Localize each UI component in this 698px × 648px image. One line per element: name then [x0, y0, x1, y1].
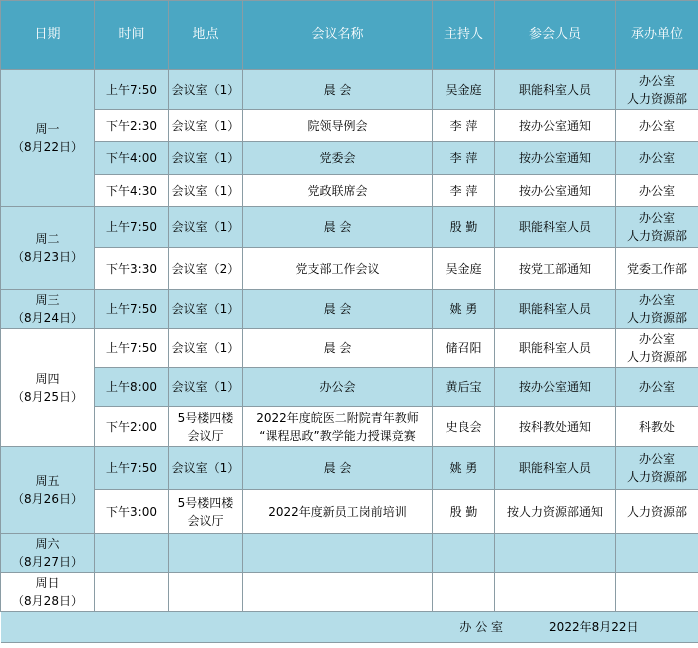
meeting-cell: 晨 会: [243, 70, 433, 110]
day-label: 周四: [35, 371, 60, 386]
day-date: （8月25日）: [12, 389, 83, 404]
organizer-line: 人力资源部: [626, 91, 687, 106]
day-label: 周六: [35, 537, 60, 551]
header-attendees: 参会人员: [495, 1, 616, 70]
table-row: [1, 110, 698, 142]
time-cell: 上午7:50: [95, 290, 169, 329]
place-line: 5号楼四楼: [177, 495, 234, 510]
place-cell: 会议室（1）: [169, 447, 243, 490]
table-row: [1, 290, 698, 329]
place-cell: [169, 407, 243, 447]
host-cell: 姚 勇: [433, 447, 495, 490]
organizer-cell: [616, 447, 698, 490]
empty-cell: [95, 573, 169, 612]
time-cell: 下午3:30: [95, 248, 169, 290]
place-cell: 会议室（2）: [169, 248, 243, 290]
organizer-cell: [616, 290, 698, 329]
place-cell: 会议室（1）: [169, 290, 243, 329]
time-cell: 下午3:00: [95, 490, 169, 534]
place-line: 会议厅: [187, 513, 224, 528]
empty-cell: [616, 534, 698, 573]
organizer-line: 办公室: [638, 73, 675, 88]
organizer-cell: [616, 207, 698, 248]
place-cell: 会议室（1）: [169, 110, 243, 142]
place-line: 5号楼四楼: [177, 410, 234, 425]
header-time: 时间: [95, 1, 169, 70]
time-cell: 下午4:00: [95, 142, 169, 175]
empty-cell: [169, 534, 243, 573]
day-date: （8月28日）: [12, 594, 83, 608]
organizer-cell: 党委工作部: [616, 248, 698, 290]
attendees-cell: 职能科室人员: [495, 207, 616, 248]
meeting-cell: 晨 会: [243, 329, 433, 368]
header-row: [1, 1, 698, 70]
attendees-cell: 按人力资源部通知: [495, 490, 616, 534]
footer-office: 办 公 室: [459, 620, 504, 634]
time-cell: 上午7:50: [95, 329, 169, 368]
table-row: [1, 142, 698, 175]
footer-row: [1, 612, 698, 643]
day-cell: [1, 329, 95, 447]
host-cell: 吴金庭: [433, 70, 495, 110]
host-cell: 史良会: [433, 407, 495, 447]
table-row: [1, 368, 698, 407]
host-cell: 储召阳: [433, 329, 495, 368]
day-cell: [1, 447, 95, 534]
day-label: 周日: [35, 576, 60, 590]
meeting-cell: 党委会: [243, 142, 433, 175]
attendees-cell: 按办公室通知: [495, 368, 616, 407]
host-cell: 黄后宝: [433, 368, 495, 407]
footer-date: 2022年8月22日: [549, 620, 639, 634]
place-line: 会议厅: [187, 428, 224, 443]
time-cell: 上午7:50: [95, 70, 169, 110]
empty-cell: [495, 534, 616, 573]
host-cell: 李 萍: [433, 142, 495, 175]
attendees-cell: 职能科室人员: [495, 447, 616, 490]
empty-cell: [95, 534, 169, 573]
host-cell: 殷 勤: [433, 207, 495, 248]
organizer-cell: 办公室: [616, 110, 698, 142]
place-cell: [169, 490, 243, 534]
day-label: 周二: [35, 232, 60, 246]
organizer-line: 办公室: [638, 211, 675, 225]
day-label: 周五: [35, 474, 60, 488]
day-label: 周一: [35, 122, 60, 136]
attendees-cell: 按科教处通知: [495, 407, 616, 447]
day-date: （8月27日）: [12, 555, 83, 569]
header-host: 主持人: [433, 1, 495, 70]
header-meeting: 会议名称: [243, 1, 433, 70]
host-cell: 李 萍: [433, 175, 495, 207]
time-cell: 下午2:30: [95, 110, 169, 142]
empty-cell: [433, 573, 495, 612]
empty-cell: [169, 573, 243, 612]
organizer-line: 人力资源部: [626, 350, 687, 364]
organizer-cell: 办公室: [616, 142, 698, 175]
host-cell: 姚 勇: [433, 290, 495, 329]
footer-cell: [1, 612, 698, 643]
attendees-cell: 职能科室人员: [495, 290, 616, 329]
place-cell: 会议室（1）: [169, 207, 243, 248]
day-label: 周三: [35, 293, 60, 307]
meeting-cell: 晨 会: [243, 447, 433, 490]
empty-cell: [243, 573, 433, 612]
organizer-cell: 科教处: [616, 407, 698, 447]
time-cell: 下午4:30: [95, 175, 169, 207]
table-row: [1, 329, 698, 368]
meeting-cell: 办公会: [243, 368, 433, 407]
meeting-line: “课程思政”教学能力授课竞赛: [259, 428, 416, 443]
empty-cell: [616, 573, 698, 612]
place-cell: 会议室（1）: [169, 70, 243, 110]
organizer-line: 办公室: [638, 293, 675, 307]
day-date: （8月22日）: [12, 140, 83, 154]
attendees-cell: 职能科室人员: [495, 329, 616, 368]
attendees-cell: 职能科室人员: [495, 70, 616, 110]
empty-cell: [243, 534, 433, 573]
day-cell: [1, 534, 95, 573]
organizer-line: 办公室: [638, 452, 675, 466]
table-row: [1, 175, 698, 207]
place-cell: 会议室（1）: [169, 175, 243, 207]
organizer-line: 办公室: [638, 332, 675, 346]
meeting-cell: 院领导例会: [243, 110, 433, 142]
organizer-cell: 办公室: [616, 175, 698, 207]
header-date: 日期: [1, 1, 95, 70]
day-cell: [1, 573, 95, 612]
table-row: [1, 447, 698, 490]
meeting-cell: 党政联席会: [243, 175, 433, 207]
meeting-line: 2022年度皖医二附院青年教师: [256, 410, 419, 425]
place-cell: 会议室（1）: [169, 329, 243, 368]
attendees-cell: 按党工部通知: [495, 248, 616, 290]
organizer-cell: 人力资源部: [616, 490, 698, 534]
day-date: （8月23日）: [12, 250, 83, 264]
organizer-cell: [616, 329, 698, 368]
table-row: [1, 407, 698, 447]
place-cell: 会议室（1）: [169, 368, 243, 407]
host-cell: 殷 勤: [433, 490, 495, 534]
organizer-line: 人力资源部: [626, 311, 687, 325]
day-cell: [1, 207, 95, 290]
day-date: （8月24日）: [12, 311, 83, 325]
attendees-cell: 按办公室通知: [495, 175, 616, 207]
table-row: [1, 248, 698, 290]
empty-cell: [433, 534, 495, 573]
table-row: [1, 70, 698, 110]
time-cell: 下午2:00: [95, 407, 169, 447]
meeting-cell: 晨 会: [243, 290, 433, 329]
time-cell: 上午7:50: [95, 207, 169, 248]
day-cell: [1, 70, 95, 207]
attendees-cell: 按办公室通知: [495, 142, 616, 175]
host-cell: 吴金庭: [433, 248, 495, 290]
time-cell: 上午8:00: [95, 368, 169, 407]
meeting-cell: 2022年度新员工岗前培训: [243, 490, 433, 534]
place-cell: 会议室（1）: [169, 142, 243, 175]
organizer-cell: [616, 70, 698, 110]
table-row: [1, 534, 698, 573]
meeting-cell: 党支部工作会议: [243, 248, 433, 290]
table-row: [1, 490, 698, 534]
host-cell: 李 萍: [433, 110, 495, 142]
table-row: [1, 573, 698, 612]
meeting-cell: 晨 会: [243, 207, 433, 248]
meeting-cell: [243, 407, 433, 447]
table-row: [1, 207, 698, 248]
organizer-line: 人力资源部: [626, 229, 687, 243]
day-cell: [1, 290, 95, 329]
attendees-cell: 按办公室通知: [495, 110, 616, 142]
organizer-cell: 办公室: [616, 368, 698, 407]
header-organizer: 承办单位: [616, 1, 698, 70]
organizer-line: 人力资源部: [626, 470, 687, 484]
empty-cell: [495, 573, 616, 612]
day-date: （8月26日）: [12, 492, 83, 506]
time-cell: 上午7:50: [95, 447, 169, 490]
header-place: 地点: [169, 1, 243, 70]
